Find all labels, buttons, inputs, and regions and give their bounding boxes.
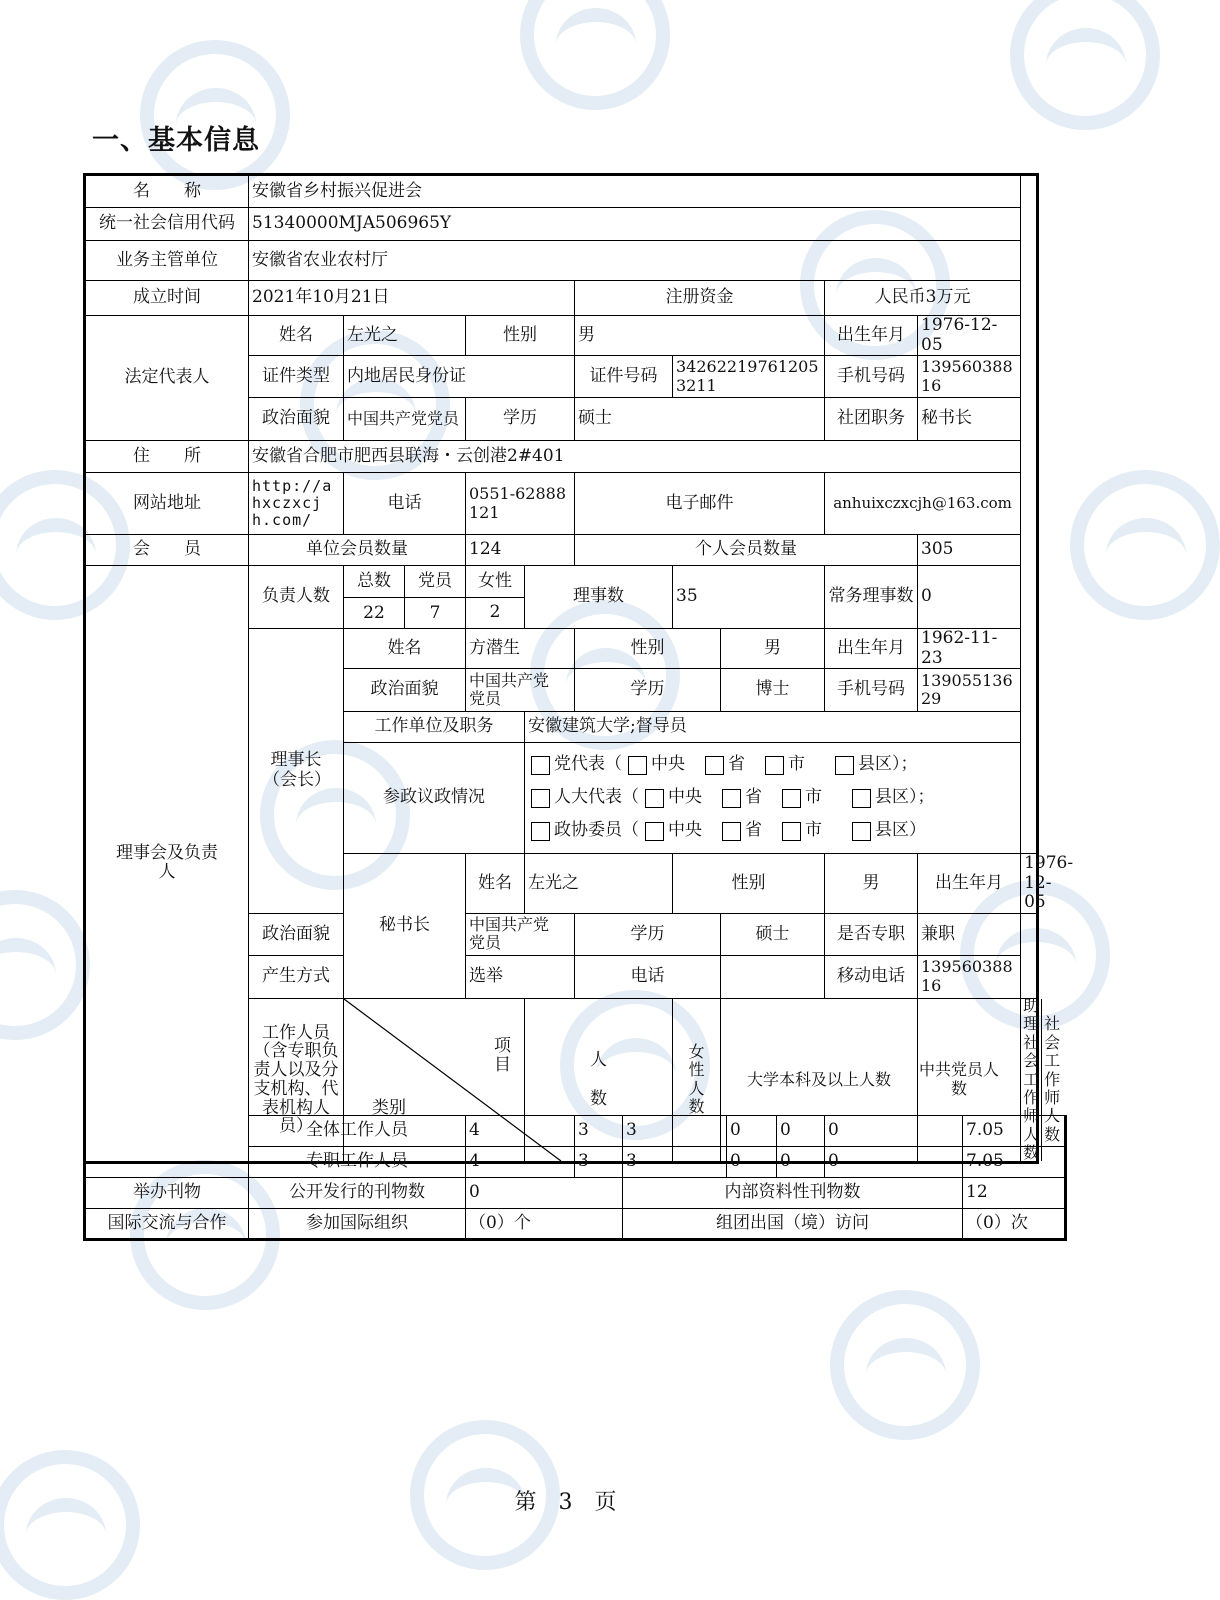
sec-birth: 1976-12-05 (1021, 854, 1038, 914)
city-checkbox[interactable] (782, 822, 801, 841)
authority-label: 业务主管单位 (85, 241, 249, 281)
central-checkbox[interactable] (628, 756, 647, 775)
legal-rep-name: 左光之 (344, 316, 466, 356)
cell: 0 (825, 1147, 963, 1178)
credit-code-label: 统一社会信用代码 (85, 208, 249, 241)
personal-members-label: 个人会员数量 (575, 535, 918, 566)
website: http://ahxczxcjh.com/ (249, 473, 344, 535)
phone: 0551-62888121 (466, 473, 575, 535)
watermark-seal (1010, 0, 1160, 130)
total-label (344, 566, 466, 598)
cell: 0 (727, 1147, 777, 1178)
chair-name: 方潜生 (466, 629, 575, 669)
personal-members: 305 (918, 535, 1021, 566)
sec-fulltime-label: 是否专职 (825, 913, 918, 955)
female-count: 2 (466, 598, 525, 629)
central-checkbox[interactable] (645, 789, 664, 808)
header-degree: 大学本科及以上人数 (721, 998, 918, 1162)
chair-party: 中国共产党党员 (466, 669, 575, 712)
intl-visit-label: 组团出国（境）访问 (623, 1209, 963, 1240)
option-label: 省 (745, 820, 762, 841)
watermark-seal (830, 1290, 980, 1440)
option-label: 省 (728, 754, 745, 775)
staff-label: 工作人员（含专职负责人以及分支机构、代表机构人员） (249, 998, 344, 1162)
sec-gender: 男 (825, 854, 918, 914)
watermark-seal (1070, 470, 1220, 620)
chair-birth-label: 出生年月 (825, 629, 918, 669)
option-label: 中央 (668, 787, 702, 808)
cell: 3 (623, 1147, 727, 1178)
chair-birth: 1962-11-23 (918, 629, 1021, 669)
chair-civic-label: 参政议政情况 (344, 743, 525, 854)
header-assistant-sw: 助理社会工作师人数 (1021, 999, 1042, 1161)
civic-line-npc (525, 782, 1020, 815)
staff-row-fulltime-label: 专职工作人员 (249, 1147, 466, 1178)
chair-name-label: 姓名 (344, 629, 466, 669)
chair-gender: 男 (721, 629, 825, 669)
standing: 0 (918, 566, 1021, 629)
total-values (344, 598, 466, 629)
chair-civic-options (525, 743, 1021, 854)
city-checkbox[interactable] (765, 756, 784, 775)
email: anhuixczxcjh@163.com (825, 473, 1021, 535)
npc-rep-checkbox[interactable] (531, 789, 550, 808)
unit-members: 124 (466, 535, 575, 566)
civic-line-party (525, 749, 1020, 782)
chair-work: 安徽建筑大学;督导员 (525, 712, 1021, 743)
option-label: 中央 (651, 754, 685, 775)
legal-rep-idtype-label: 证件类型 (249, 356, 344, 398)
legal-rep-edu: 硕士 (575, 398, 825, 441)
legal-rep-mobile: 13956038816 (918, 356, 1021, 398)
secretary-label: 秘书长 (344, 854, 466, 999)
internal-pub: 12 (963, 1178, 1066, 1209)
internal-pub-label: 内部资料性刊物数 (623, 1178, 963, 1209)
sec-phone (721, 955, 825, 998)
chair-work-label: 工作单位及职务 (344, 712, 525, 743)
province-checkbox[interactable] (705, 756, 724, 775)
sec-party: 中国共产党党员 (466, 913, 575, 955)
option-label: 市 (805, 787, 822, 808)
chair-label: 理事长（会长） (249, 629, 344, 914)
basic-info-table-lower (83, 1115, 1067, 1241)
authority: 安徽省农业农村厅 (249, 241, 1021, 281)
legal-rep-idno: 342622197612053211 (673, 356, 825, 398)
option-label: 县区）； (858, 754, 918, 775)
sec-birth-label: 出生年月 (918, 854, 1021, 914)
basic-info-table (83, 173, 1074, 1164)
option-label: 县区）； (875, 787, 935, 808)
legal-rep-gender-label: 性别 (466, 316, 575, 356)
sec-method-label: 产生方式 (249, 955, 344, 998)
intl-visit: （0）次 (963, 1209, 1066, 1240)
header-female: 女性人数 (673, 998, 721, 1162)
cell: 3 (575, 1116, 623, 1147)
public-pub: 0 (466, 1178, 623, 1209)
cell: 7.05 (963, 1147, 1066, 1178)
legal-rep-birth-label: 出生年月 (825, 316, 918, 356)
total-count: 22 (344, 598, 405, 628)
legal-rep-edu-label: 学历 (466, 398, 575, 441)
cppcc-rep-checkbox[interactable] (531, 822, 550, 841)
option-label: 市 (805, 820, 822, 841)
email-label: 电子邮件 (575, 473, 825, 535)
intl-org-label: 参加国际组织 (249, 1209, 466, 1240)
address: 安徽省合肥市肥西县联海・云创港2#401 (249, 441, 1021, 473)
legal-rep-idno-label: 证件号码 (575, 356, 673, 398)
sec-mobile-label: 移动电话 (825, 955, 918, 998)
sec-gender-label: 性别 (673, 854, 825, 914)
province-checkbox[interactable] (722, 789, 741, 808)
intl-org: （0）个 (466, 1209, 623, 1240)
civic-role: 政协委员（ (554, 820, 639, 841)
founded-date: 2021年10月21日 (249, 281, 575, 316)
legal-rep-gender: 男 (575, 316, 825, 356)
capital-label: 注册资金 (575, 281, 825, 316)
diag-item-label: 项目 (494, 1035, 511, 1076)
watermark-seal (140, 40, 290, 190)
cell: 7.05 (963, 1116, 1066, 1147)
county-checkbox[interactable] (835, 756, 854, 775)
website-label: 网站地址 (85, 473, 249, 535)
city-checkbox[interactable] (782, 789, 801, 808)
chair-mobile-label: 手机号码 (825, 669, 918, 712)
diag-category-label: 类别 (372, 1097, 406, 1118)
cell: 3 (575, 1147, 623, 1178)
org-name: 安徽省乡村振兴促进会 (249, 175, 1021, 208)
sec-name-label: 姓名 (466, 854, 525, 914)
party-label-text: 党员 (418, 571, 452, 592)
standing-label: 常务理事数 (825, 566, 918, 629)
chair-party-label: 政治面貌 (344, 669, 466, 712)
cell: 0 (727, 1116, 777, 1147)
sec-mobile: 13956038816 (918, 955, 1021, 998)
founded-label: 成立时间 (85, 281, 249, 316)
chair-mobile: 13905513629 (918, 669, 1021, 712)
legal-rep-post: 秘书长 (918, 398, 1021, 441)
sec-fulltime: 兼职 (918, 913, 1021, 955)
female-label: 女性 (466, 566, 525, 598)
party-rep-checkbox[interactable] (531, 756, 550, 775)
credit-code: 51340000MJA506965Y (249, 208, 1021, 241)
legal-rep-label: 法定代表人 (85, 316, 249, 441)
directors-label: 理事数 (525, 566, 673, 629)
staff-row-all-label: 全体工作人员 (249, 1116, 466, 1147)
legal-rep-post-label: 社团职务 (825, 398, 918, 441)
sec-phone-label: 电话 (575, 955, 721, 998)
publications-label: 举办刊物 (85, 1178, 249, 1209)
civic-role: 人大代表（ (554, 787, 639, 808)
page-number: 第 3 页 (514, 1490, 617, 1515)
leaders-label: 负责人数 (249, 566, 344, 629)
legal-rep-name-label: 姓名 (249, 316, 344, 356)
party-count: 7 (429, 603, 441, 624)
cell: 4 (466, 1147, 575, 1178)
intl-label: 国际交流与合作 (85, 1209, 249, 1240)
legal-rep-birth: 1976-12-05 (918, 316, 1021, 356)
chair-gender-label: 性别 (575, 629, 721, 669)
sec-party-label: 政治面貌 (249, 913, 344, 955)
address-label: 住 所 (85, 441, 249, 473)
capital-value: 人民币3万元 (825, 281, 1021, 316)
option-label: 省 (745, 787, 762, 808)
sec-edu: 硕士 (721, 913, 825, 955)
header-party: 中共党员人数 (918, 998, 1021, 1162)
legal-rep-party: 中国共产党党员 (344, 398, 466, 441)
sec-name: 左光之 (525, 854, 673, 914)
public-pub-label: 公开发行的刊物数 (249, 1178, 466, 1209)
name-label: 名 称 (85, 175, 249, 208)
watermark-seal (0, 1450, 140, 1600)
unit-members-label: 单位会员数量 (249, 535, 466, 566)
members-label: 会 员 (85, 535, 249, 566)
header-count: 人 数 (525, 998, 673, 1162)
legal-rep-party-label: 政治面貌 (249, 398, 344, 441)
sec-method: 选举 (466, 955, 575, 998)
central-checkbox[interactable] (645, 822, 664, 841)
civic-line-cppcc (525, 815, 1020, 848)
cell: 0 (777, 1116, 825, 1147)
cell: 3 (623, 1116, 727, 1147)
legal-rep-mobile-label: 手机号码 (825, 356, 918, 398)
header-sw: 社会工作师人数 (1044, 1014, 1061, 1144)
option-label: 县区） (875, 820, 926, 841)
council-label: 理事会及负责人 (85, 566, 249, 1163)
staff-label-spacer (85, 1116, 249, 1178)
total-label-text: 总数 (344, 566, 405, 597)
section-heading: 一、基本信息 (92, 125, 260, 156)
chair-edu-label: 学历 (575, 669, 721, 712)
county-checkbox[interactable] (852, 789, 871, 808)
legal-rep-idtype: 内地居民身份证 (344, 356, 575, 398)
sec-edu-label: 学历 (575, 913, 721, 955)
directors: 35 (673, 566, 825, 629)
province-checkbox[interactable] (722, 822, 741, 841)
civic-role: 党代表（ (554, 754, 622, 775)
cell: 0 (777, 1147, 825, 1178)
chair-edu: 博士 (721, 669, 825, 712)
cell: 0 (825, 1116, 963, 1147)
county-checkbox[interactable] (852, 822, 871, 841)
option-label: 市 (788, 754, 805, 775)
cell: 4 (466, 1116, 575, 1147)
option-label: 中央 (668, 820, 702, 841)
phone-label: 电话 (344, 473, 466, 535)
watermark-seal (520, 0, 670, 110)
watermark-seal (0, 890, 90, 1040)
